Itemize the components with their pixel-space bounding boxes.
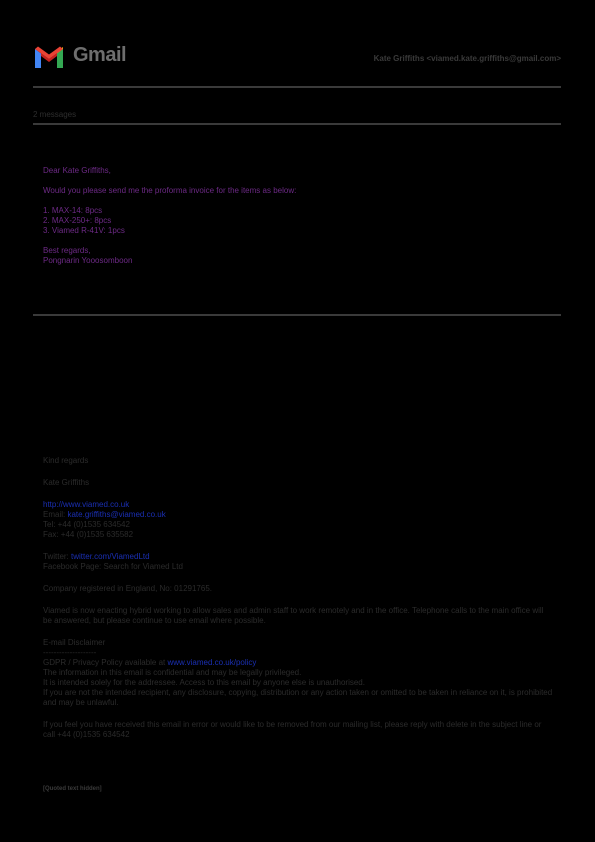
- gmail-header: [33, 40, 561, 76]
- account-user: Kate Griffiths <viamed.kate.griffiths@gmail.com>: [373, 54, 561, 63]
- email-link[interactable]: kate.griffiths@viamed.co.uk: [67, 510, 166, 519]
- signature-name: Kate Griffiths: [43, 478, 90, 487]
- message-count: 2 messages: [33, 110, 77, 119]
- greeting: Dear Kate Griffiths,: [43, 166, 111, 175]
- confidentiality-text: If you are not the intended recipient, any disclosure, copying, distribution or any action taken or omitted to be taken in reliance on it, is prohibited and may be unlawful.: [43, 688, 553, 707]
- signature-block: [43, 456, 553, 740]
- telephone: Tel: +44 (0)1535 634542: [43, 520, 130, 529]
- twitter-link[interactable]: twitter.com/ViamedLtd: [71, 552, 150, 561]
- error-notice: If you feel you have received this email in error or would like to be removed from our mailing list, please reply with delete in the subject line or call +44 (0)1535 634542: [43, 720, 542, 739]
- confidentiality-text: It is intended solely for the addressee. Access to this email by anyone else is unauthorised.: [43, 678, 365, 687]
- request-text: Would you please send me the proforma invoice for the items as below:: [43, 186, 297, 195]
- confidentiality-text: The information in this email is confidential and may be legally privileged.: [43, 668, 302, 677]
- gmail-logo-text: Gmail: [73, 44, 127, 66]
- thread-divider: [33, 123, 561, 125]
- twitter-label: Twitter:: [43, 552, 69, 561]
- gmail-logo-icon[interactable]: [33, 44, 65, 75]
- disclaimer-title: E-mail Disclaimer: [43, 638, 106, 647]
- gdpr-link[interactable]: www.viamed.co.uk/policy: [167, 658, 257, 667]
- hybrid-notice: Viamed is now enacting hybrid working to allow sales and admin staff to work remotely and in the office. Telephone calls to the main office will be answered, but please continue to use email where possible.: [43, 606, 544, 625]
- message-divider: [33, 314, 561, 316]
- facebook-text: Facebook Page: Search for Viamed Ltd: [43, 562, 183, 571]
- message-body: [43, 166, 296, 266]
- list-item: 2. MAX-250+: 8pcs: [43, 216, 112, 225]
- disclaimer-rule: --------------------: [43, 648, 97, 657]
- gdpr-label: GDPR / Privacy Policy available at: [43, 658, 166, 667]
- header-divider: [33, 86, 561, 88]
- closing: Best regards,: [43, 246, 91, 255]
- sender-name: Pongnarin Yooosomboon: [43, 256, 133, 265]
- company-registration: Company registered in England, No: 01291765.: [43, 584, 212, 593]
- email-label: Email:: [43, 510, 66, 519]
- kind-regards: Kind regards: [43, 456, 89, 465]
- website-link[interactable]: http://www.viamed.co.uk: [43, 500, 130, 509]
- list-item: 3. Viamed R-41V: 1pcs: [43, 226, 125, 235]
- quoted-text-toggle[interactable]: [Quoted text hidden]: [43, 786, 102, 792]
- list-item: 1. MAX-14: 8pcs: [43, 206, 103, 215]
- fax: Fax: +44 (0)1535 635582: [43, 530, 134, 539]
